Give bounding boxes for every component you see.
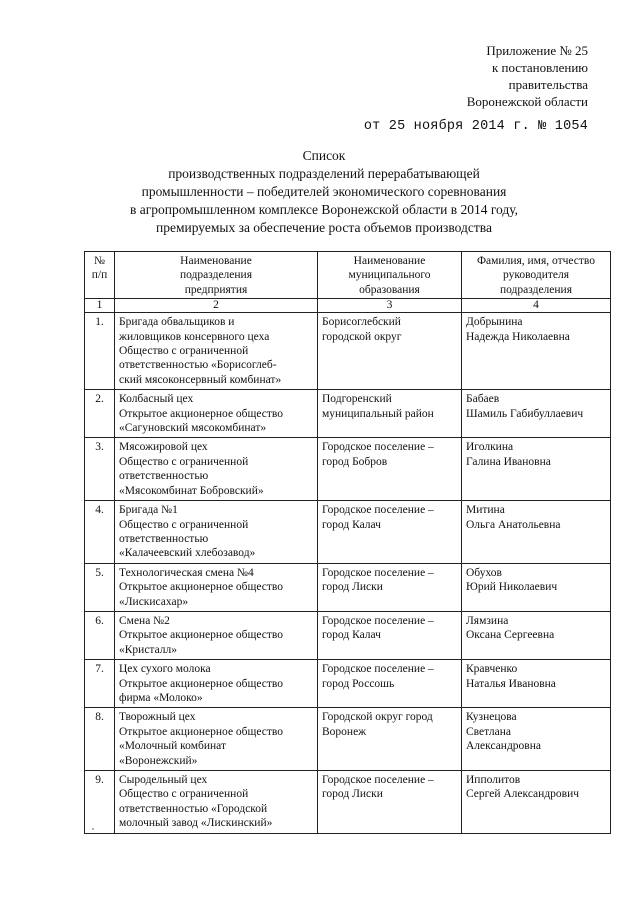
- enterprise-cell-line: Цех сухого молока: [119, 663, 211, 676]
- column-header-line: образования: [359, 283, 420, 296]
- attachment-line: к постановлению: [491, 60, 588, 75]
- enterprise-cell: [115, 660, 318, 708]
- enterprise-cell-line: фирма «Молоко»: [119, 691, 203, 704]
- table-body: [85, 313, 611, 833]
- head-cell: [462, 611, 611, 659]
- table-row: [85, 501, 611, 564]
- column-number-row: [85, 299, 611, 313]
- head-cell: [462, 708, 611, 771]
- head-cell-line: Обухов: [466, 566, 502, 579]
- head-cell-line: Надежда Николаевна: [466, 330, 570, 343]
- enterprise-cell-line: «Молочный комбинат: [119, 740, 226, 753]
- row-number: 1.: [85, 313, 115, 390]
- column-number: 1: [85, 299, 115, 313]
- municipality-cell-line: город Лиски: [322, 581, 383, 594]
- column-header-line: руководителя: [502, 269, 570, 282]
- head-cell: [462, 660, 611, 708]
- attachment-line: правительства: [508, 77, 588, 92]
- enterprise-cell-line: «Сагуновский мясокомбинат»: [119, 422, 267, 435]
- title-heading: Список: [302, 148, 346, 163]
- enterprise-cell-line: Открытое акционерное общество: [119, 725, 283, 738]
- row-number: 8.: [85, 708, 115, 771]
- table-row: [85, 708, 611, 771]
- enterprise-cell-line: ответственностью: [119, 470, 209, 483]
- municipality-cell: [318, 771, 462, 834]
- enterprise-cell: [115, 708, 318, 771]
- row-number: 5.: [85, 563, 115, 611]
- head-cell-line: Иголкина: [466, 441, 514, 454]
- table-row: [85, 313, 611, 390]
- enterprise-cell-line: Общество с ограниченной: [119, 518, 249, 531]
- enterprise-cell: [115, 438, 318, 501]
- row-number: 3.: [85, 438, 115, 501]
- municipality-cell: [318, 313, 462, 390]
- head-cell-line: Сергей Александрович: [466, 788, 580, 801]
- attachment-line: Приложение № 25: [486, 43, 588, 58]
- municipality-cell-line: Городское поселение –: [322, 774, 434, 786]
- row-number: 9.: [85, 771, 115, 834]
- column-header-line: подразделения: [179, 269, 252, 282]
- head-cell-line: Кузнецова: [466, 711, 517, 724]
- municipality-cell: [318, 438, 462, 501]
- enterprise-cell-line: «Лискисахар»: [119, 595, 189, 608]
- title-line: в агропромышленном комплексе Воронежской области в 2014 году,: [129, 202, 519, 217]
- enterprise-cell-line: Бригада обвальщиков и: [119, 316, 235, 329]
- column-header-line: Наименование: [180, 255, 252, 267]
- title-line: премируемых за обеспечение роста объемов производства: [156, 220, 492, 235]
- row-number: 4.: [85, 501, 115, 564]
- table-row: [85, 660, 611, 708]
- column-number: 2: [115, 299, 318, 313]
- column-header-line: подразделения: [499, 283, 572, 296]
- head-cell-line: Шамиль Габибуллаевич: [466, 407, 584, 420]
- table-row: [85, 563, 611, 611]
- row-number: 7.: [85, 660, 115, 708]
- municipality-cell-line: Городское поселение –: [322, 566, 434, 579]
- table-row: [85, 390, 611, 438]
- head-cell: [462, 313, 611, 390]
- head-cell: [462, 563, 611, 611]
- enterprise-cell-line: Колбасный цех: [119, 393, 194, 406]
- enterprise-cell: [115, 771, 318, 834]
- head-cell-line: Галина Ивановна: [466, 455, 551, 468]
- enterprise-cell-line: жиловщиков консервного цеха: [119, 330, 270, 343]
- head-cell-line: Митина: [466, 504, 505, 517]
- enterprise-cell-line: Творожный цех: [119, 711, 196, 724]
- column-header-line: предприятия: [184, 283, 248, 296]
- scan-speck: [92, 828, 94, 830]
- enterprise-cell-line: Общество с ограниченной: [119, 345, 249, 358]
- municipality-cell-line: Городское поселение –: [322, 441, 434, 454]
- enterprise-cell-line: Технологическая смена №4: [119, 566, 254, 579]
- municipality-cell-line: город Лиски: [322, 788, 383, 801]
- enterprise-cell-line: «Калачеевский хлебозавод»: [119, 547, 256, 560]
- municipality-cell-line: город Калач: [322, 629, 381, 642]
- column-header-line: Наименование: [353, 255, 426, 267]
- head-cell-line: Добрынина: [466, 316, 523, 329]
- municipality-cell: [318, 563, 462, 611]
- enterprise-cell-line: «Кристалл»: [119, 643, 178, 656]
- title-line: производственных подразделений перерабатывающей: [168, 166, 480, 181]
- municipality-cell-line: Городское поселение –: [322, 614, 434, 627]
- municipality-cell-line: Борисоглебский: [322, 316, 401, 329]
- column-header-head: [462, 252, 611, 299]
- enterprise-cell-line: Открытое акционерное общество: [119, 677, 283, 690]
- municipality-cell: [318, 611, 462, 659]
- enterprise-cell-line: Сыродельный цех: [119, 774, 208, 786]
- head-cell-line: Лямзина: [466, 614, 509, 627]
- column-header-municipality: [318, 252, 462, 299]
- enterprise-cell-line: ответственностью «Городской: [119, 802, 268, 815]
- municipality-cell: [318, 708, 462, 771]
- enterprise-cell-line: Бригада №1: [119, 504, 178, 517]
- table-header-row: [85, 252, 611, 299]
- winners-table: [84, 251, 611, 834]
- enterprise-cell-line: Общество с ограниченной: [119, 788, 249, 801]
- head-cell-line: Кравченко: [466, 663, 518, 676]
- column-header-line: Фамилия, имя, отчество: [476, 255, 596, 267]
- municipality-cell: [318, 660, 462, 708]
- table-row: [85, 611, 611, 659]
- column-header-line: муниципального: [348, 269, 431, 282]
- attachment-block: [467, 42, 588, 110]
- head-cell-line: Ипполитов: [466, 774, 521, 786]
- municipality-cell: [318, 390, 462, 438]
- attachment-line: Воронежской области: [466, 94, 588, 109]
- row-number: 2.: [85, 390, 115, 438]
- column-header-line: п/п: [91, 269, 108, 282]
- enterprise-cell: [115, 390, 318, 438]
- municipality-cell-line: муниципальный район: [322, 407, 434, 420]
- head-cell-line: Светлана: [466, 725, 511, 738]
- enterprise-cell-line: ответственностью: [119, 532, 209, 545]
- municipality-cell-line: Городской округ город: [322, 711, 433, 724]
- table-row: [85, 438, 611, 501]
- head-cell: [462, 438, 611, 501]
- enterprise-cell-line: Смена №2: [119, 614, 170, 627]
- head-cell: [462, 501, 611, 564]
- column-number: 4: [462, 299, 611, 313]
- head-cell-line: Наталья Ивановна: [466, 677, 556, 690]
- head-cell: [462, 390, 611, 438]
- column-header-enterprise: [115, 252, 318, 299]
- enterprise-cell-line: ский мясоконсервный комбинат»: [119, 373, 282, 386]
- enterprise-cell: [115, 611, 318, 659]
- enterprise-cell-line: Открытое акционерное общество: [119, 407, 283, 420]
- enterprise-cell-line: Открытое акционерное общество: [119, 629, 283, 642]
- enterprise-cell-line: ответственностью «Борисоглеб-: [119, 359, 277, 372]
- head-cell-line: Александровна: [466, 740, 541, 753]
- head-cell-line: Бабаев: [466, 393, 500, 406]
- municipality-cell-line: город Калач: [322, 518, 381, 531]
- municipality-cell-line: Городское поселение –: [322, 504, 434, 517]
- order-reference: от 25 ноября 2014 г. № 1054: [363, 119, 588, 134]
- column-header-number: [85, 252, 115, 299]
- head-cell-line: Юрий Николаевич: [466, 581, 558, 594]
- head-cell: [462, 771, 611, 834]
- enterprise-cell-line: «Мясокомбинат Бобровский»: [119, 484, 264, 497]
- enterprise-cell: [115, 501, 318, 564]
- enterprise-cell-line: Общество с ограниченной: [119, 455, 249, 468]
- municipality-cell-line: Городское поселение –: [322, 663, 434, 676]
- table-row: [85, 771, 611, 834]
- document-title: [60, 147, 588, 237]
- enterprise-cell-line: Мясожировой цех: [119, 441, 208, 454]
- municipality-cell-line: город Россошь: [322, 677, 395, 690]
- column-header-line: №: [94, 255, 105, 267]
- row-number: 6.: [85, 611, 115, 659]
- enterprise-cell-line: молочный завод «Лискинский»: [119, 817, 273, 830]
- head-cell-line: Ольга Анатольевна: [466, 518, 561, 531]
- column-number: 3: [318, 299, 462, 313]
- head-cell-line: Оксана Сергеевна: [466, 629, 555, 642]
- municipality-cell-line: Воронеж: [322, 725, 367, 738]
- enterprise-cell: [115, 563, 318, 611]
- enterprise-cell-line: «Воронежский»: [119, 754, 198, 767]
- enterprise-cell-line: Открытое акционерное общество: [119, 581, 283, 594]
- enterprise-cell: [115, 313, 318, 390]
- municipality-cell-line: город Бобров: [322, 455, 388, 468]
- municipality-cell-line: Подгоренский: [322, 393, 392, 406]
- municipality-cell: [318, 501, 462, 564]
- municipality-cell-line: городской округ: [322, 330, 402, 343]
- title-line: промышленности – победителей экономического соревнования: [141, 184, 507, 199]
